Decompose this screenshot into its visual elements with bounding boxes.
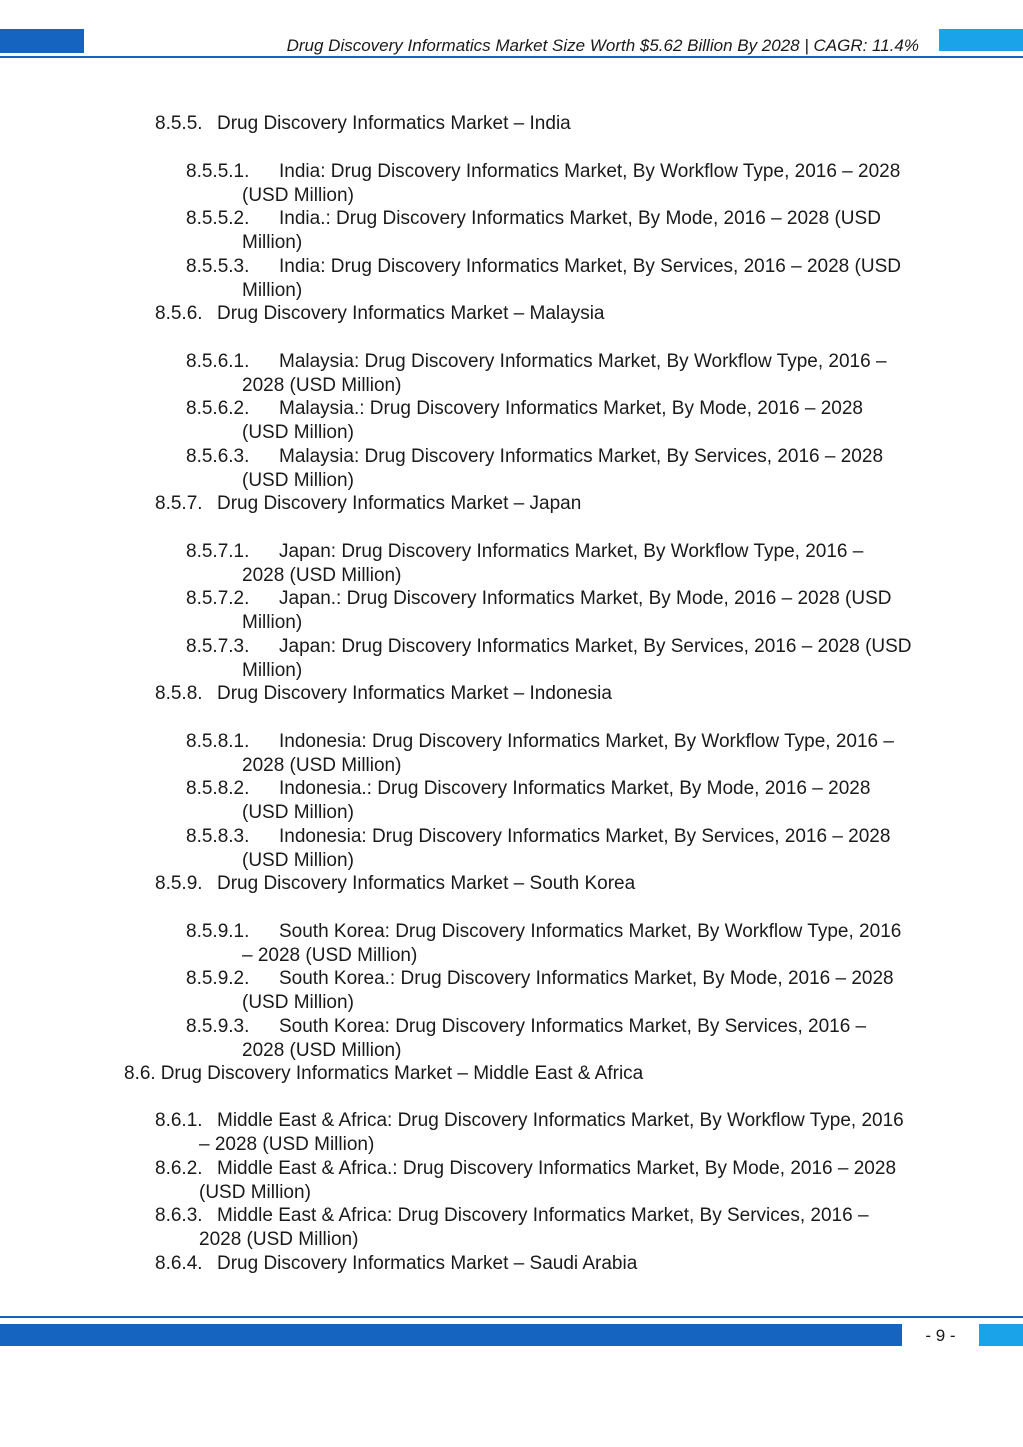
toc-entry-title: Indonesia: Drug Discovery Informatics Market, By Workflow Type, 2016 – xyxy=(279,731,894,752)
toc-entry-number: 8.5.7.1. xyxy=(186,541,250,562)
toc-entry xyxy=(155,1252,637,1276)
toc-entry xyxy=(186,207,881,255)
toc-entry xyxy=(186,967,894,1015)
toc-entry xyxy=(155,682,612,706)
toc-entry-number: 8.5.6. xyxy=(155,303,203,324)
toc-entry-title: Malaysia: Drug Discovery Informatics Market, By Workflow Type, 2016 – xyxy=(279,351,887,372)
toc-entry-title-continuation: Million) xyxy=(242,279,303,301)
toc-entry xyxy=(155,872,635,896)
toc-entry-title: Japan.: Drug Discovery Informatics Market, By Mode, 2016 – 2028 (USD xyxy=(279,588,892,609)
toc-entry xyxy=(186,445,883,493)
toc-entry-title: Drug Discovery Informatics Market – Middle East & Africa xyxy=(160,1063,644,1084)
toc-entry xyxy=(186,587,891,635)
toc-entry-title-continuation: 2028 (USD Million) xyxy=(242,374,402,396)
toc-entry-title-continuation: 2028 (USD Million) xyxy=(242,754,402,776)
toc-entry xyxy=(186,825,890,873)
toc-entry xyxy=(186,540,863,588)
toc-entry-number: 8.5.9.3. xyxy=(186,1016,250,1037)
toc-entry xyxy=(155,1204,869,1252)
toc-entry-title-continuation: (USD Million) xyxy=(242,421,354,443)
toc-entry-title: Drug Discovery Informatics Market – India xyxy=(217,113,571,134)
toc-entry-title: South Korea.: Drug Discovery Informatics Market, By Mode, 2016 – 2028 xyxy=(279,968,894,989)
page-number: - 9 - xyxy=(925,1326,956,1345)
toc-entry xyxy=(155,302,605,326)
toc-entry-title-continuation: (USD Million) xyxy=(242,801,354,823)
footer-accent-bar-left xyxy=(0,1324,902,1346)
toc-entry xyxy=(124,1062,643,1086)
header-rule xyxy=(0,56,1023,58)
toc-entry-title-continuation: 2028 (USD Million) xyxy=(242,564,402,586)
toc-entry-number: 8.5.8.1. xyxy=(186,731,250,752)
toc-entry xyxy=(186,777,870,825)
toc-entry-number: 8.6.4. xyxy=(155,1253,203,1274)
toc-entry xyxy=(186,255,901,303)
toc-entry-number: 8.6.2. xyxy=(155,1158,203,1179)
toc-entry-title: Indonesia.: Drug Discovery Informatics Market, By Mode, 2016 – 2028 xyxy=(279,778,871,799)
toc-entry xyxy=(186,350,887,398)
toc-entry-title-continuation: (USD Million) xyxy=(242,991,354,1013)
toc-entry-number: 8.5.5.3. xyxy=(186,256,250,277)
toc-entry-title: India: Drug Discovery Informatics Market, By Services, 2016 – 2028 (USD xyxy=(279,256,901,277)
toc-entry-title-continuation: Million) xyxy=(242,659,303,681)
toc-entry-title-continuation: 2028 (USD Million) xyxy=(242,1039,402,1061)
footer-accent-bar-right xyxy=(979,1324,1023,1346)
toc-entry xyxy=(186,397,863,445)
toc-entry xyxy=(186,730,894,778)
toc-entry-title: Japan: Drug Discovery Informatics Market, By Workflow Type, 2016 – xyxy=(279,541,864,562)
toc-entry-number: 8.5.8.3. xyxy=(186,826,250,847)
toc-entry xyxy=(186,920,901,968)
toc-entry-title-continuation: (USD Million) xyxy=(242,184,354,206)
toc-entry-title: Japan: Drug Discovery Informatics Market, By Services, 2016 – 2028 (USD xyxy=(279,636,912,657)
toc-entry-number: 8.5.9. xyxy=(155,873,203,894)
toc-entry-title: Middle East & Africa.: Drug Discovery Informatics Market, By Mode, 2016 – 2028 xyxy=(217,1158,897,1179)
toc-entry-title: Malaysia: Drug Discovery Informatics Market, By Services, 2016 – 2028 xyxy=(279,446,884,467)
toc-entry xyxy=(155,1157,896,1205)
toc-entry-title-continuation: – 2028 (USD Million) xyxy=(242,944,418,966)
toc-entry xyxy=(186,1015,866,1063)
toc-entry-number: 8.5.5.2. xyxy=(186,208,250,229)
toc-entry-title: Drug Discovery Informatics Market – South Korea xyxy=(217,873,636,894)
toc-entry xyxy=(155,492,581,516)
toc-entry-title-continuation: (USD Million) xyxy=(199,1181,311,1203)
toc-entry-title: Drug Discovery Informatics Market – Saudi Arabia xyxy=(217,1253,638,1274)
toc-entry-number: 8.6. xyxy=(124,1063,156,1084)
toc-entry-number: 8.5.8. xyxy=(155,683,203,704)
toc-entry-number: 8.5.8.2. xyxy=(186,778,250,799)
toc-entry-title: India.: Drug Discovery Informatics Market, By Mode, 2016 – 2028 (USD xyxy=(279,208,881,229)
toc-entry-title: India: Drug Discovery Informatics Market, By Workflow Type, 2016 – 2028 xyxy=(279,161,901,182)
toc-entry-title: Drug Discovery Informatics Market – Malaysia xyxy=(217,303,605,324)
toc-entry-title-continuation: 2028 (USD Million) xyxy=(199,1228,359,1250)
toc-entry-title-continuation: Million) xyxy=(242,611,303,633)
toc-entry-number: 8.5.7.2. xyxy=(186,588,250,609)
toc-entry-number: 8.6.3. xyxy=(155,1205,203,1226)
toc-entry-number: 8.5.5.1. xyxy=(186,161,250,182)
toc-entry-title-continuation: (USD Million) xyxy=(242,849,354,871)
toc-entry-title: Malaysia.: Drug Discovery Informatics Market, By Mode, 2016 – 2028 xyxy=(279,398,863,419)
toc-entry-title-continuation: – 2028 (USD Million) xyxy=(199,1133,375,1155)
toc-entry xyxy=(186,635,912,683)
toc-entry-number: 8.5.6.3. xyxy=(186,446,250,467)
toc-entry xyxy=(155,112,571,136)
toc-entry-title: Middle East & Africa: Drug Discovery Informatics Market, By Services, 2016 – xyxy=(217,1205,869,1226)
toc-entry-number: 8.5.9.2. xyxy=(186,968,250,989)
toc-entry-title-continuation: (USD Million) xyxy=(242,469,354,491)
toc-entry-number: 8.5.7.3. xyxy=(186,636,250,657)
footer-rule xyxy=(0,1316,1023,1318)
toc-entry-title: Middle East & Africa: Drug Discovery Informatics Market, By Workflow Type, 2016 xyxy=(217,1110,904,1131)
toc-entry-title: Indonesia: Drug Discovery Informatics Market, By Services, 2016 – 2028 xyxy=(279,826,891,847)
toc-entry-number: 8.5.9.1. xyxy=(186,921,250,942)
toc-entry-title-continuation: Million) xyxy=(242,231,303,253)
toc-entry-number: 8.5.6.2. xyxy=(186,398,250,419)
toc-entry-title: South Korea: Drug Discovery Informatics Market, By Services, 2016 – xyxy=(279,1016,867,1037)
header-accent-bar-right xyxy=(939,29,1023,51)
toc-entry-title: Drug Discovery Informatics Market – Indonesia xyxy=(217,683,612,704)
toc-entry xyxy=(155,1109,904,1157)
toc-entry-title: South Korea: Drug Discovery Informatics Market, By Workflow Type, 2016 xyxy=(279,921,902,942)
toc-entry xyxy=(186,160,900,208)
toc-entry-number: 8.5.6.1. xyxy=(186,351,250,372)
running-header-title: Drug Discovery Informatics Market Size Worth $5.62 Billion By 2028 | CAGR: 11.4% xyxy=(286,36,919,55)
toc-entry-number: 8.6.1. xyxy=(155,1110,203,1131)
toc-entry-title: Drug Discovery Informatics Market – Japan xyxy=(217,493,582,514)
toc-entry-number: 8.5.7. xyxy=(155,493,203,514)
toc-entry-number: 8.5.5. xyxy=(155,113,203,134)
